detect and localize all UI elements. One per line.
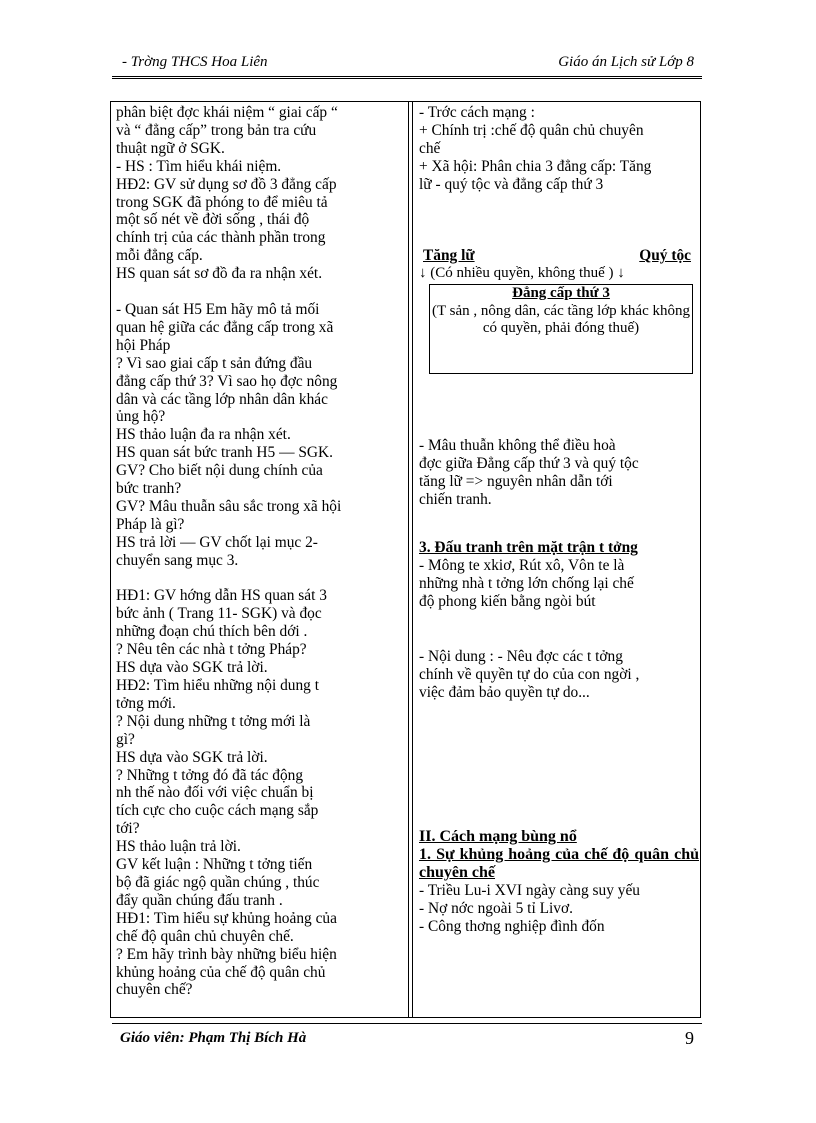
text-line: nh thế nào đối với việc chuẩn bị [116, 784, 314, 802]
text-line: lữ - quý tộc và đẳng cấp thứ 3 [419, 175, 604, 193]
lesson-table [110, 101, 701, 1018]
text-line: ? Nêu tên các nhà t tởng Pháp? [116, 641, 307, 659]
teacher-student-activities [116, 104, 404, 999]
text-line: và “ đẳng cấp” trong bản tra cứu [116, 121, 317, 139]
section-3-title: 3. Đấu tranh trên mặt trận t tởng [419, 538, 638, 556]
text-line: HS quan sát bức tranh H5 — SGK. [116, 444, 333, 462]
text-line: quan hệ giữa các đẳng cấp trong xã [116, 318, 334, 336]
header-rule [112, 76, 702, 79]
third-estate-title: Đẳng cấp thứ 3 [512, 285, 610, 302]
text-line: HS trả lời — GV chốt lại mục 2- [116, 533, 318, 551]
clergy-label: Tăng lữ [423, 247, 475, 265]
text-line: HS quan sát sơ đồ đa ra nhận xét. [116, 265, 323, 283]
text-line [116, 570, 404, 588]
text-line: chế [419, 139, 441, 157]
text-line: khủng hoảng của chế độ quân chủ [116, 963, 326, 981]
column-divider-inner [412, 102, 413, 1017]
text-line: - Nội dung : - Nêu đợc các t tởng [419, 648, 623, 666]
text-line: HS dựa vào SGK trả lời. [116, 659, 268, 677]
text-line: GV? Mâu thuẫn sâu sắc trong xã hội [116, 497, 342, 515]
text-line: tởng mới. [116, 694, 176, 712]
text-line: chiến tranh. [419, 490, 492, 508]
text-line: HS thảo luận trả lời. [116, 838, 241, 856]
text-line [116, 283, 404, 301]
teacher-name: Giáo viên: Phạm Thị Bích Hà [120, 1030, 307, 1046]
text-line: - Quan sát H5 Em hãy mô tả mối [116, 300, 320, 318]
text-line: tăng lữ => nguyên nhân dẫn tới [419, 473, 613, 491]
text-line: gì? [116, 730, 135, 748]
text-line: tích cực cho cuộc cách mạng sắp [116, 802, 319, 820]
text-line: Pháp là gì? [116, 515, 185, 533]
text-line: - Trớc cách mạng : [419, 104, 535, 121]
estates-diagram [419, 247, 699, 372]
nobility-label: Quý tộc [639, 247, 691, 265]
text-line: trong SGK đã phóng to để miêu tả [116, 193, 328, 211]
text-line: + Xã hội: Phân chia 3 đẳng cấp: Tăng [419, 157, 652, 175]
text-line: HĐ2: Tìm hiểu những nội dung t [116, 677, 320, 694]
text-line: HĐ2: GV sử dụng sơ đồ 3 đẳng cấp [116, 175, 337, 193]
text-line: chế độ quân chủ chuyên chế. [116, 927, 294, 945]
text-line: + Chính trị :chế độ quân chủ chuyên [419, 121, 644, 139]
text-line: ? Vì sao giai cấp t sản đứng đầu [116, 354, 313, 372]
text-line: - Nợ nớc ngoài 5 tỉ Livơ. [419, 899, 573, 917]
text-line: HĐ1: GV hớng dẫn HS quan sát 3 [116, 587, 327, 605]
text-line: phân biệt đợc khái niệm “ giai cấp “ [116, 104, 338, 121]
text-line: chuyên chế? [116, 981, 193, 999]
enlightenment-notes [419, 557, 699, 611]
text-line: một số nét về đời sống , thái độ [116, 211, 310, 229]
third-estate-text: (T sản , nông dân, các tầng lớp khác không có quyền, phải đóng thuế) [431, 302, 690, 337]
text-line: ? Nội dung những t tởng mới là [116, 712, 311, 730]
text-line: việc đảm bảo quyền tự do... [419, 684, 590, 702]
text-line: HS thảo luận đa ra nhận xét. [116, 426, 291, 444]
text-line: bức ảnh ( Trang 11- SGK) và đọc [116, 605, 322, 623]
text-line: chuyển sang mục 3. [116, 551, 239, 569]
ideas-content-notes [419, 648, 699, 702]
text-line: mỗi đẳng cấp. [116, 247, 203, 265]
text-line: GV kết luận : Những t tởng tiến [116, 856, 313, 874]
text-line: chính trị của các thành phần trong [116, 229, 326, 247]
subject-title: Giáo án Lịch sử Lớp 8 [558, 54, 694, 70]
contradiction-notes [419, 437, 699, 509]
crisis-notes [419, 882, 699, 936]
third-estate-box [429, 284, 693, 374]
text-line: bộ đã giác ngộ quần chúng , thúc [116, 873, 320, 891]
text-line: ? Em hãy trình bày những biểu hiện [116, 945, 337, 963]
column-divider [408, 102, 409, 1017]
text-line: ? Những t tởng đó đã tác động [116, 766, 304, 784]
text-line: chính về quyền tự do của con ngời , [419, 666, 640, 684]
section-1-title: 1. Sự khủng hoảng của chế độ quân chủ chuyên chế [419, 846, 699, 881]
privilege-note: ↓ (Có nhiều quyền, không thuế ) ↓ [419, 265, 625, 282]
text-line: - HS : Tìm hiểu khái niệm. [116, 157, 282, 175]
text-line: - Mông te xkiơ, Rút xô, Vôn te là [419, 556, 625, 574]
text-line: HĐ1: Tìm hiểu sự khủng hoảng của [116, 909, 337, 927]
text-line: những đoạn chú thích bên dới . [116, 623, 308, 641]
text-line: đợc giữa Đẳng cấp thứ 3 và quý tộc [419, 455, 639, 473]
section-II-title: II. Cách mạng bùng nổ [419, 828, 577, 846]
text-line: - Mâu thuẫn không thể điều hoà [419, 437, 616, 455]
page-number: 9 [685, 1028, 694, 1048]
text-line: đẩy quần chúng đấu tranh . [116, 891, 283, 909]
text-line: dân và các tầng lớp nhân dân khác [116, 390, 328, 408]
text-line: bức tranh? [116, 480, 182, 498]
school-name: - Trờng THCS Hoa Liên [122, 54, 268, 70]
text-line: đẳng cấp thứ 3? Vì sao họ đợc nông [116, 372, 338, 390]
text-line: GV? Cho biết nội dung chính của [116, 462, 323, 480]
text-line: độ phong kiến bằng ngòi bút [419, 592, 596, 610]
page-footer [112, 1023, 702, 1048]
text-line: tới? [116, 820, 140, 838]
text-line: ủng hộ? [116, 408, 166, 426]
text-line: những nhà t tởng lớn chống lại chế [419, 574, 634, 592]
lesson-content [419, 104, 699, 936]
text-line: HS dựa vào SGK trả lời. [116, 748, 268, 766]
text-line: - Công thơng nghiệp đình đốn [419, 917, 605, 935]
page-header [112, 52, 702, 76]
text-line: thuật ngữ ở SGK. [116, 139, 225, 157]
pre-revolution-notes [419, 104, 699, 194]
text-line: hội Pháp [116, 336, 171, 354]
text-line: - Triều Lu-i XVI ngày càng suy yếu [419, 881, 640, 899]
